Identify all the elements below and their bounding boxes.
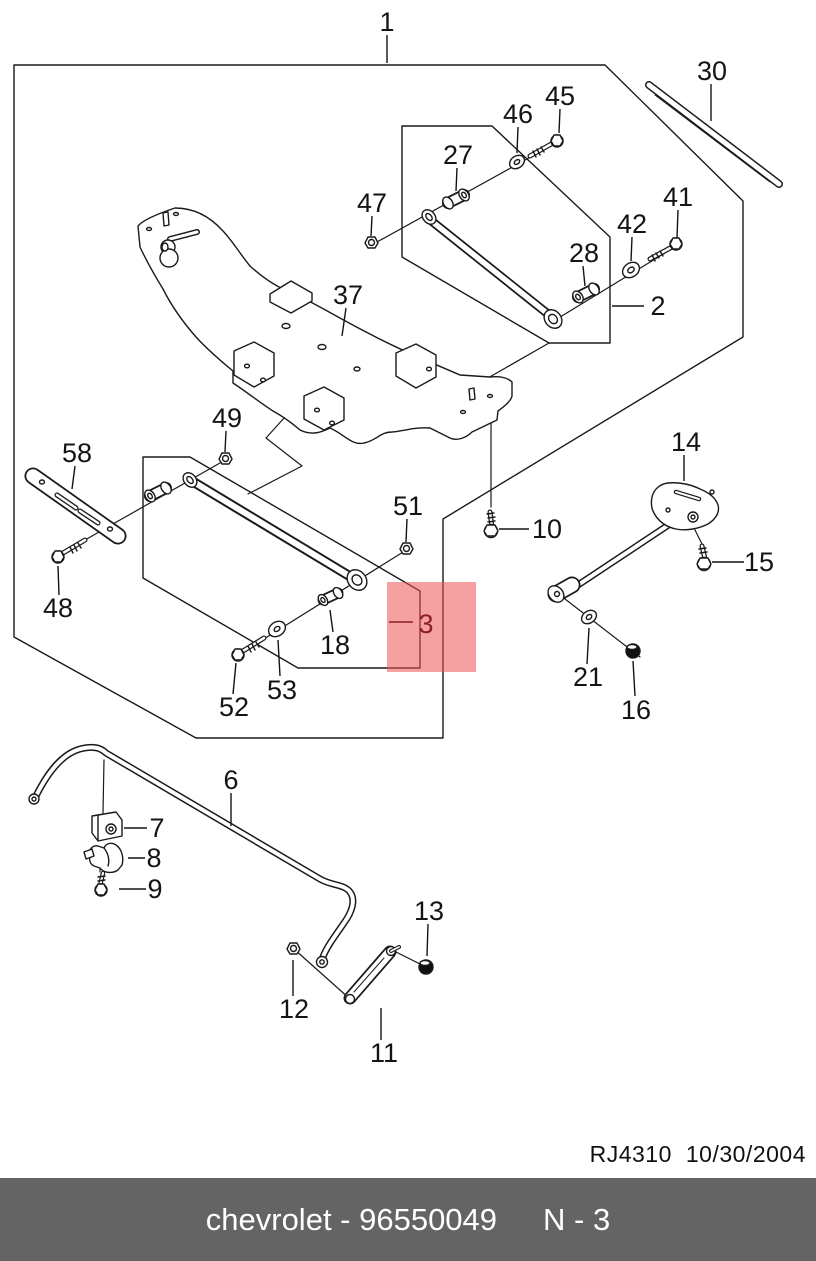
leader-line-58 <box>72 466 75 489</box>
part-label-15[interactable]: 15 <box>743 547 775 577</box>
part-11-link <box>346 947 400 1004</box>
part-label-27[interactable]: 27 <box>442 140 474 170</box>
leader-line-51 <box>406 519 407 542</box>
doc-ref-code: RJ4310 <box>589 1141 672 1167</box>
part-label-9[interactable]: 9 <box>147 874 163 904</box>
part-label-51[interactable]: 51 <box>392 491 424 521</box>
part-12-nut <box>287 943 300 954</box>
leader-line-27 <box>456 168 457 191</box>
part-label-14[interactable]: 14 <box>670 427 702 457</box>
part-label-45[interactable]: 45 <box>544 81 576 111</box>
part-label-21[interactable]: 21 <box>572 662 604 692</box>
leader-line-46 <box>517 127 518 153</box>
part-label-58[interactable]: 58 <box>61 438 93 468</box>
part-30-bar <box>649 85 779 184</box>
part-2-lateral-link <box>419 207 565 332</box>
part-6-stabilizer-bar <box>29 747 353 967</box>
leader-line-28 <box>583 266 585 286</box>
part-48-bolt <box>52 540 85 563</box>
leader-line-48 <box>58 566 59 595</box>
leader-line-45 <box>559 109 560 133</box>
part-3-lateral-link <box>143 470 371 594</box>
part-51-nut <box>400 543 413 554</box>
part-label-12[interactable]: 12 <box>278 994 310 1024</box>
part-41-bolt <box>650 238 682 261</box>
doc-ref-date: 10/30/2004 <box>685 1141 806 1167</box>
document-reference <box>590 1141 806 1168</box>
part-label-18[interactable]: 18 <box>319 630 351 660</box>
part-label-48[interactable]: 48 <box>42 593 74 623</box>
part-label-52[interactable]: 52 <box>218 692 250 722</box>
leader-line-13 <box>427 924 428 956</box>
part-label-47[interactable]: 47 <box>356 188 388 218</box>
part-label-11[interactable]: 11 <box>369 1038 399 1068</box>
part-label-49[interactable]: 49 <box>211 403 243 433</box>
part-18-bushing <box>316 586 344 607</box>
footer-page-ref: N - 3 <box>543 1201 611 1237</box>
part-label-53[interactable]: 53 <box>266 675 298 705</box>
leader-line-47 <box>371 216 372 236</box>
part-label-1[interactable]: 1 <box>379 7 395 37</box>
leader-line-49 <box>225 431 226 452</box>
part-label-30[interactable]: 30 <box>696 56 728 86</box>
part-49-nut <box>219 453 232 464</box>
part-labels <box>43 7 774 1068</box>
part-label-7[interactable]: 7 <box>149 813 165 843</box>
leader-line-18 <box>330 610 333 632</box>
leader-line-53 <box>278 640 280 676</box>
part-10-bolt <box>484 512 498 538</box>
part-label-42[interactable]: 42 <box>616 209 648 239</box>
part-3-callout-box <box>143 457 420 668</box>
part-47-nut <box>365 237 378 248</box>
part-label-13[interactable]: 13 <box>413 896 445 926</box>
part-label-37[interactable]: 37 <box>332 280 364 310</box>
leader-line-21 <box>587 628 589 664</box>
part-13-nut <box>419 960 433 974</box>
part-label-10[interactable]: 10 <box>531 514 563 544</box>
leader-line-52 <box>233 663 236 694</box>
leader-line-16 <box>633 661 635 696</box>
part-7-bushing <box>92 812 122 841</box>
part-53-washer <box>266 618 289 640</box>
part-9-bolt <box>95 873 107 896</box>
part-8-clamp <box>84 843 123 872</box>
part-label-3[interactable]: 3 <box>418 609 434 639</box>
part-label-8[interactable]: 8 <box>146 843 162 873</box>
leader-line-41 <box>677 210 678 238</box>
part-52-bolt <box>232 638 264 661</box>
part-label-28[interactable]: 28 <box>568 238 600 268</box>
part-label-2[interactable]: 2 <box>650 291 666 321</box>
part-label-6[interactable]: 6 <box>223 765 239 795</box>
footer-brand-part: chevrolet - 96550049 <box>205 1201 498 1237</box>
part-42-washer <box>620 259 643 281</box>
part-2-callout-box <box>402 126 610 343</box>
leader-line-42 <box>631 237 632 261</box>
part-45-bolt <box>530 135 563 157</box>
part-15-bolt <box>697 546 711 571</box>
part-58-plate <box>33 476 118 536</box>
part-label-46[interactable]: 46 <box>502 99 534 129</box>
part-label-41[interactable]: 41 <box>662 182 694 212</box>
part-14-bracket-arm <box>545 483 719 606</box>
part-label-16[interactable]: 16 <box>620 695 652 725</box>
part-16-nut <box>626 644 640 658</box>
footer-bar <box>0 1178 816 1261</box>
